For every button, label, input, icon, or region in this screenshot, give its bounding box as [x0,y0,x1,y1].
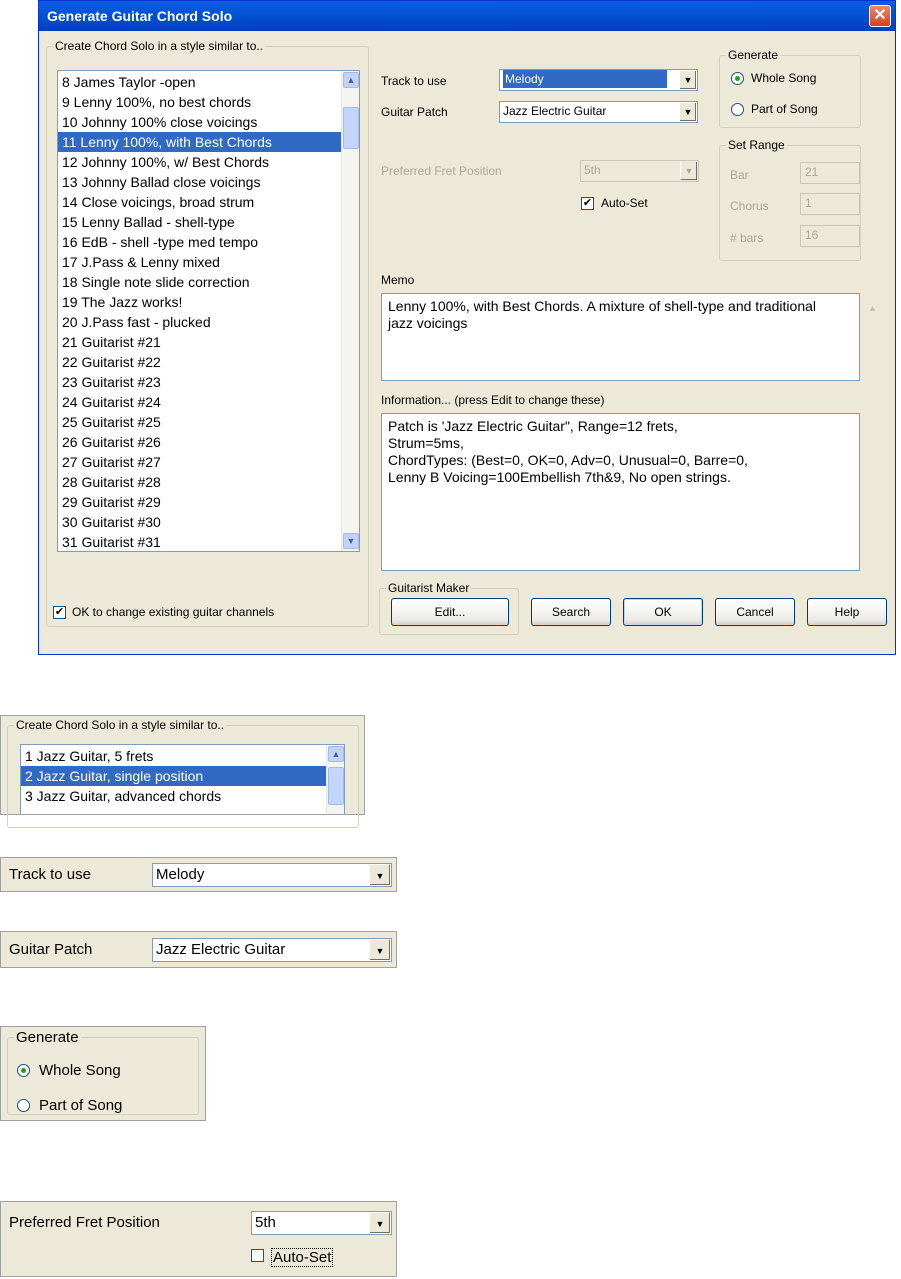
track-label: Track to use [381,74,447,88]
list-item[interactable]: 3 Jazz Guitar, advanced chords [25,788,222,804]
crop-fret [0,1201,397,1277]
maker-group-label: Guitarist Maker [388,581,470,595]
fret-label: Preferred Fret Position [381,164,502,178]
whole-song-radio[interactable] [731,72,744,85]
crop-fret-select[interactable] [251,1211,392,1235]
generate-group [719,48,861,128]
list-item[interactable]: 26 Guitarist #26 [62,434,161,450]
list-item[interactable]: 2 Jazz Guitar, single position [21,766,326,786]
chord-solo-dialog [38,0,896,655]
part-song-radio[interactable] [731,103,744,116]
list-item[interactable]: 1 Jazz Guitar, 5 frets [25,748,154,764]
bar-label: Bar [730,168,749,182]
crop-patch-label: Guitar Patch [9,941,93,958]
crop-generate-label: Generate [16,1029,79,1046]
fret-select[interactable] [580,160,699,182]
list-item[interactable]: 10 Johnny 100% close voicings [62,114,258,130]
edit-button[interactable]: Edit... [391,598,509,626]
style-group-label: Create Chord Solo in a style similar to.. [55,39,264,53]
crop-whole-radio[interactable] [17,1064,30,1077]
chevron-down-icon[interactable]: ▼ [680,162,697,180]
list-item[interactable]: 27 Guitarist #27 [62,454,161,470]
autoset-label: Auto-Set [601,196,648,210]
crop-track [0,857,397,892]
crop-autoset-checkbox[interactable] [251,1249,264,1262]
memo-label: Memo [381,273,415,287]
crop-fret-value: 5th [255,1214,276,1231]
list-item[interactable]: 11 Lenny 100%, with Best Chords [58,132,341,152]
help-button[interactable]: Help [807,598,887,626]
list-item[interactable]: 12 Johnny 100%, w/ Best Chords [62,154,270,170]
dialog-title: Generate Guitar Chord Solo [47,8,233,24]
list-item[interactable]: 22 Guitarist #22 [62,354,161,370]
autoset-checkbox[interactable]: ✔ [582,197,593,209]
patch-select[interactable] [499,101,698,123]
crop-track-label: Track to use [9,866,91,883]
crop-patch [0,931,397,968]
chevron-down-icon[interactable]: ▼ [369,865,390,885]
list-item[interactable]: 20 J.Pass fast - plucked [62,314,211,330]
scroll-thumb[interactable] [328,767,344,805]
title-bar [39,1,895,31]
info-label: Information... (press Edit to change these) [381,393,605,407]
crop-track-select[interactable] [152,863,392,887]
chorus-label: Chorus [730,199,769,213]
style-list-scrollbar[interactable] [341,71,359,551]
crop-track-value: Melody [156,866,205,883]
memo-scroll-up-icon[interactable]: ▲ [868,303,877,313]
chevron-down-icon[interactable]: ▼ [679,103,696,121]
crop-part-radio[interactable] [17,1099,30,1112]
patch-label: Guitar Patch [381,105,448,119]
crop-patch-value: Jazz Electric Guitar [156,941,286,958]
range-group-label: Set Range [728,138,785,152]
list-item[interactable]: 13 Johnny Ballad close voicings [62,174,261,190]
whole-song-label: Whole Song [751,71,817,85]
list-item[interactable]: 19 The Jazz works! [62,294,183,310]
crop-patch-select[interactable] [152,938,392,962]
crop-style-list [0,715,365,815]
fret-value: 5th [584,163,601,177]
bars-field[interactable]: 16 [800,225,860,247]
scroll-up-icon[interactable]: ▲ [328,746,344,762]
style-list [58,72,341,552]
crop-whole-label: Whole Song [39,1062,121,1079]
info-line: Patch is 'Jazz Electric Guitar", Range=12 frets, [388,418,678,434]
list-item[interactable]: 29 Guitarist #29 [62,494,161,510]
list-item[interactable]: 25 Guitarist #25 [62,414,161,430]
list-item[interactable]: 24 Guitarist #24 [62,394,161,410]
search-button[interactable]: Search [531,598,611,626]
scroll-thumb[interactable] [343,107,359,149]
crop-autoset-label: Auto-Set [273,1249,332,1266]
info-line: Lenny B Voicing=100Embellish 7th&9, No open strings. [388,469,731,485]
list-item[interactable]: 16 EdB - shell -type med tempo [62,234,259,250]
scroll-up-icon[interactable]: ▲ [343,72,359,88]
cancel-button[interactable]: Cancel [715,598,795,626]
list-item[interactable]: 9 Lenny 100%, no best chords [62,94,252,110]
style-listbox[interactable] [57,70,360,552]
close-icon[interactable]: ✕ [869,5,891,27]
part-song-label: Part of Song [751,102,818,116]
generate-group-label: Generate [728,48,779,62]
track-value: Melody [503,70,667,88]
list-item[interactable]: 28 Guitarist #28 [62,474,161,490]
crop-scrollbar[interactable] [326,745,344,814]
ok-button[interactable]: OK [623,598,703,626]
list-item[interactable]: 14 Close voicings, broad strum [62,194,255,210]
crop-style-listbox[interactable] [20,744,345,814]
track-select[interactable] [499,69,698,91]
crop-style-group-label: Create Chord Solo in a style similar to.. [16,718,225,732]
list-item[interactable]: 18 Single note slide correction [62,274,250,290]
info-line: ChordTypes: (Best=0, OK=0, Adv=0, Unusual=0, Barre=0, [388,452,748,468]
patch-value: Jazz Electric Guitar [503,104,607,118]
info-textarea[interactable] [381,413,860,571]
list-item[interactable]: 8 James Taylor -open [62,74,196,90]
bar-field[interactable]: 21 [800,162,860,184]
ok-change-checkbox[interactable]: ✔ [54,606,65,618]
crop-list [21,746,326,806]
crop-part-label: Part of Song [39,1097,123,1114]
chorus-field[interactable]: 1 [800,193,860,215]
list-item[interactable]: 30 Guitarist #30 [62,514,161,530]
crop-generate [0,1026,206,1121]
crop-fret-label: Preferred Fret Position [9,1214,160,1231]
chevron-down-icon[interactable]: ▼ [369,940,390,960]
list-item[interactable]: 17 J.Pass & Lenny mixed [62,254,220,270]
chevron-down-icon[interactable]: ▼ [679,71,696,89]
scroll-down-icon[interactable]: ▼ [343,533,359,549]
ok-change-label: OK to change existing guitar channels [72,605,275,619]
list-item[interactable]: 31 Guitarist #31 [62,534,161,550]
bars-label: # bars [730,231,764,245]
memo-textarea[interactable]: Lenny 100%, with Best Chords. A mixture of shell-type and traditional jazz voicings [381,293,860,381]
list-item[interactable]: 23 Guitarist #23 [62,374,161,390]
chevron-down-icon[interactable]: ▼ [369,1213,390,1233]
list-item[interactable]: 15 Lenny Ballad - shell-type [62,214,235,230]
list-item[interactable]: 21 Guitarist #21 [62,334,161,350]
info-line: Strum=5ms, [388,435,464,451]
